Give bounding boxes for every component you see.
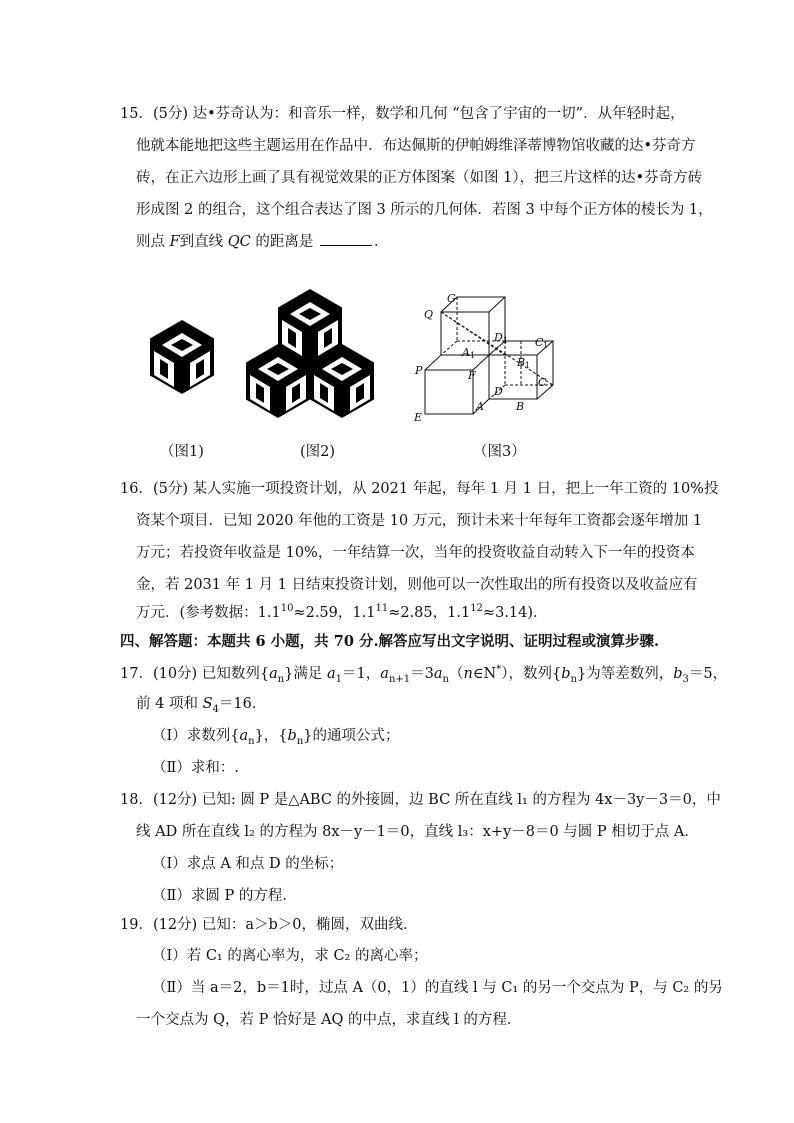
svg-text:P: P xyxy=(415,364,423,377)
q19-part-2-cont: 一个交点为 Q，若 P 恰好是 AQ 的中点，求直线 l 的方程． xyxy=(136,1012,522,1028)
svg-text:1: 1 xyxy=(543,341,549,350)
svg-text:Q: Q xyxy=(424,308,434,321)
svg-text:A: A xyxy=(476,400,484,413)
q15-line-5: 则点 F到直线 QC 的距离是 ． xyxy=(136,234,389,250)
q18-line-1: 18．(12分) 已知: 圆 P 是△ABC 的外接圆，边 BC 所在直线 l₁ 的方程为 4x－3y－3＝0，中 xyxy=(120,792,721,808)
q15-line-3: 砖，在正六边形上画了具有视觉效果的正方体图案（如图 1），把三片这样的达•芬奇方砖 xyxy=(136,170,703,186)
svg-text:1: 1 xyxy=(470,351,476,360)
svg-text:1: 1 xyxy=(525,361,531,370)
svg-text:B: B xyxy=(516,400,525,413)
q18-part-1: （Ⅰ）求点 A 和点 D 的坐标； xyxy=(152,856,344,872)
figure-3-geometry xyxy=(425,297,553,414)
q15-line-2: 他就本能地把这些主题运用在作品中．布达佩斯的伊帕姆维泽蒂博物馆收藏的达•芬奇方 xyxy=(136,138,696,154)
q16-line-1: 16．(5分) 某人实施一项投资计划，从 2021 年起，每年 1 月 1 日，把上一年工资的 10%投 xyxy=(120,481,719,497)
q17-part-1: （Ⅰ）求数列$\{a_n\}$，$\{b_n\}$的通项公式； xyxy=(152,728,400,747)
svg-text:D: D xyxy=(494,385,503,398)
q15-line-1: 15．(5分) 达•芬奇认为：和音乐一样，数学和几何 “包含了宇宙的一切”．从年轻时起， xyxy=(120,106,685,122)
figure-3-caption: （图3） xyxy=(473,444,526,460)
q16-line-3: 万元；若投资年收益是 10%，一年结算一次，当年的投资收益自动转入下一年的投资本 xyxy=(136,545,695,561)
q19-part-1: （Ⅰ）若 C₁ 的离心率为，求 C₂ 的离心率； xyxy=(152,948,428,964)
q16-line-4: 金，若 2031 年 1 月 1 日结束投资计划，则他可以一次性取出的所有投资以及收益应有 xyxy=(136,577,698,593)
q19-line-1: 19．(12分) 已知：a＞b＞0，椭圆，双曲线． xyxy=(120,917,418,933)
q18-part-2: （Ⅱ）求圆 P 的方程． xyxy=(152,888,297,904)
svg-text:F: F xyxy=(468,369,476,382)
q17-line-1: 17．(10分) 已知数列$\{a_n\}$满足 $a_1=1$，$a_{n+1}=3a_n(n\in N^*)$，数列$\{b_n\}$为等差数列，$b_3=5$， xyxy=(120,664,728,685)
svg-text:G: G xyxy=(447,292,456,305)
svg-text:1: 1 xyxy=(503,336,509,345)
q18-line-2: 线 AD 所在直线 l₂ 的方程为 8x－y－1＝0，直线 l₃：x+y－8＝0 与圆 P 相切于点 A． xyxy=(136,824,699,840)
figure-2-caption: (图2) xyxy=(300,444,336,460)
svg-text:C: C xyxy=(538,376,547,389)
q17-part-2: （Ⅱ）求和：. xyxy=(152,760,239,776)
svg-text:A: A xyxy=(462,346,470,359)
svg-text:B: B xyxy=(517,356,526,369)
q16-line-2: 资某个项目．已知 2020 年他的工资是 10 万元，预计未来十年每年工资都会逐年增加 1 xyxy=(136,513,703,529)
svg-text:E: E xyxy=(414,411,423,424)
figure-1-tile xyxy=(150,320,214,394)
q16-line-5: 万元．(参考数据：$1.1^{10}\approx 2.59$，$1.1^{11}\approx 2.85$，$1.1^{12}\approx 3.14$)． xyxy=(136,603,548,621)
q19-part-2: （Ⅱ）当 a＝2，b＝1时，过点 A（0，1）的直线 l 与 C₁ 的另一个交点为 P，与 C₂ 的另 xyxy=(152,980,723,996)
figure-1-caption: （图1) xyxy=(160,444,204,460)
q17-line-2: 前 4 项和 $S_4=16$． xyxy=(136,696,267,715)
svg-text:C: C xyxy=(535,336,544,349)
section-4-heading: 四、解答题：本题共 6 小题，共 70 分.解答应写出文字说明、证明过程或演算步骤. xyxy=(120,633,660,650)
svg-text:D: D xyxy=(494,331,503,344)
q15-line-4: 形成图 2 的组合，这个组合表达了图 3 所示的几何体．若图 3 中每个正方体的棱长为 1， xyxy=(136,202,713,218)
